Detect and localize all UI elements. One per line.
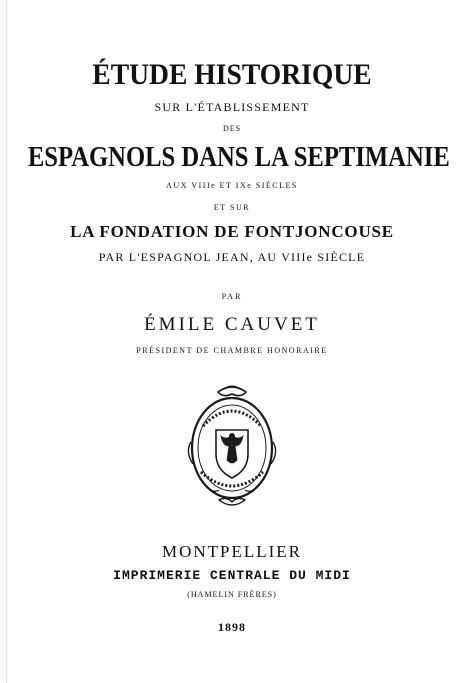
author-name: ÉMILE CAUVET bbox=[144, 314, 320, 335]
subtitle-1: SUR L'ÉTABLISSEMENT bbox=[154, 100, 310, 114]
subject-title: LA FONDATION DE FONTJONCOUSE bbox=[70, 222, 394, 241]
printer-note: (HAMELIN FRÈRES) bbox=[187, 590, 277, 599]
subtitle-2: DES bbox=[222, 124, 242, 133]
conjunction: ET SUR bbox=[213, 203, 251, 212]
author-role: PRÉSIDENT DE CHAMBRE HONORAIRE bbox=[136, 346, 328, 355]
printer: IMPRIMERIE CENTRALE DU MIDI bbox=[113, 568, 351, 583]
publication-year: 1898 bbox=[218, 620, 246, 634]
main-title: ÉTUDE HISTORIQUE bbox=[92, 58, 372, 91]
by-label: PAR bbox=[221, 292, 243, 301]
printer-seal-icon bbox=[183, 382, 281, 510]
centuries: AUX VIIIe ET IXe SIÈCLES bbox=[166, 181, 298, 190]
subject-subtitle: PAR L'ESPAGNOL JEAN, AU VIIIe SIÈCLE bbox=[98, 250, 366, 264]
city: MONTPELLIER bbox=[161, 542, 303, 561]
main-title-2: ESPAGNOLS DANS LA SEPTIMANIE bbox=[27, 142, 450, 173]
